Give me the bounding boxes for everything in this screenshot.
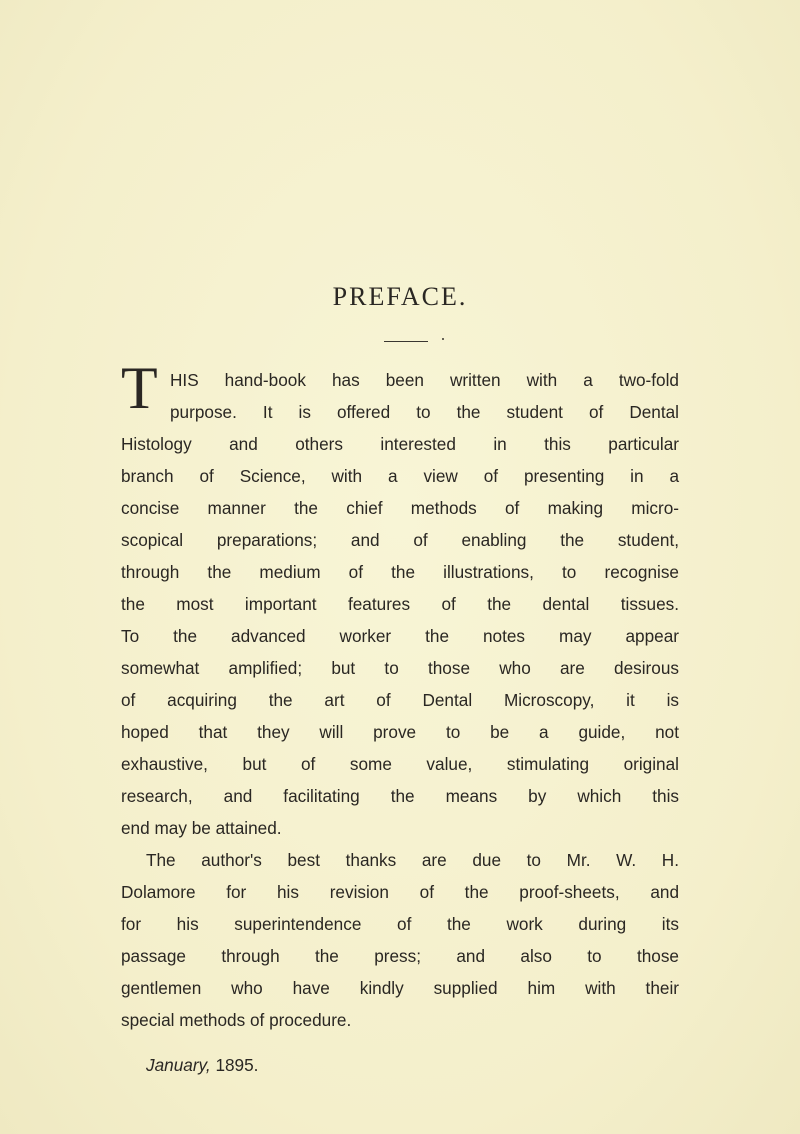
paragraph-line: Histology and others interested in this particular: [121, 434, 679, 454]
paragraph-line: The author's best thanks are due to Mr. W. H.: [146, 850, 679, 870]
drop-cap: T: [121, 355, 158, 421]
title-rule: [384, 341, 428, 342]
paragraph-line: the most important features of the dental tissues.: [121, 594, 679, 614]
date-month: January,: [146, 1055, 211, 1075]
title-dot: [442, 338, 444, 340]
paragraph-line: somewhat amplified; but to those who are desirous: [121, 658, 679, 678]
paragraph-line: of acquiring the art of Dental Microscopy, it is: [121, 690, 679, 710]
paragraph-line: branch of Science, with a view of presenting in a: [121, 466, 679, 486]
paragraph-line: through the medium of the illustrations, to recognise: [121, 562, 679, 582]
paragraph-line: for his superintendence of the work during its: [121, 914, 679, 934]
date-year: 1895.: [215, 1055, 259, 1075]
paragraph-line: HIS hand-book has been written with a two-fold: [170, 370, 679, 390]
paragraph-line: concise manner the chief methods of making micro-: [121, 498, 679, 518]
paragraph-line: special methods of procedure.: [121, 1010, 352, 1030]
paragraph-line: gentlemen who have kindly supplied him with their: [121, 978, 679, 998]
paragraph-line: exhaustive, but of some value, stimulating original: [121, 754, 679, 774]
paragraph-line: Dolamore for his revision of the proof-sheets, and: [121, 882, 679, 902]
preface-date: [146, 1049, 258, 1081]
page-title: PREFACE.: [332, 282, 468, 311]
paragraph-line: end may be attained.: [121, 818, 282, 838]
paragraph-line: To the advanced worker the notes may appear: [121, 626, 679, 646]
paragraph-line: hoped that they will prove to be a guide, not: [121, 722, 679, 742]
paragraph-line: passage through the press; and also to those: [121, 946, 679, 966]
paragraph-line: research, and facilitating the means by which this: [121, 786, 679, 806]
paragraph-line: scopical preparations; and of enabling the student,: [121, 530, 679, 550]
paragraph-line: purpose. It is offered to the student of Dental: [170, 402, 679, 422]
